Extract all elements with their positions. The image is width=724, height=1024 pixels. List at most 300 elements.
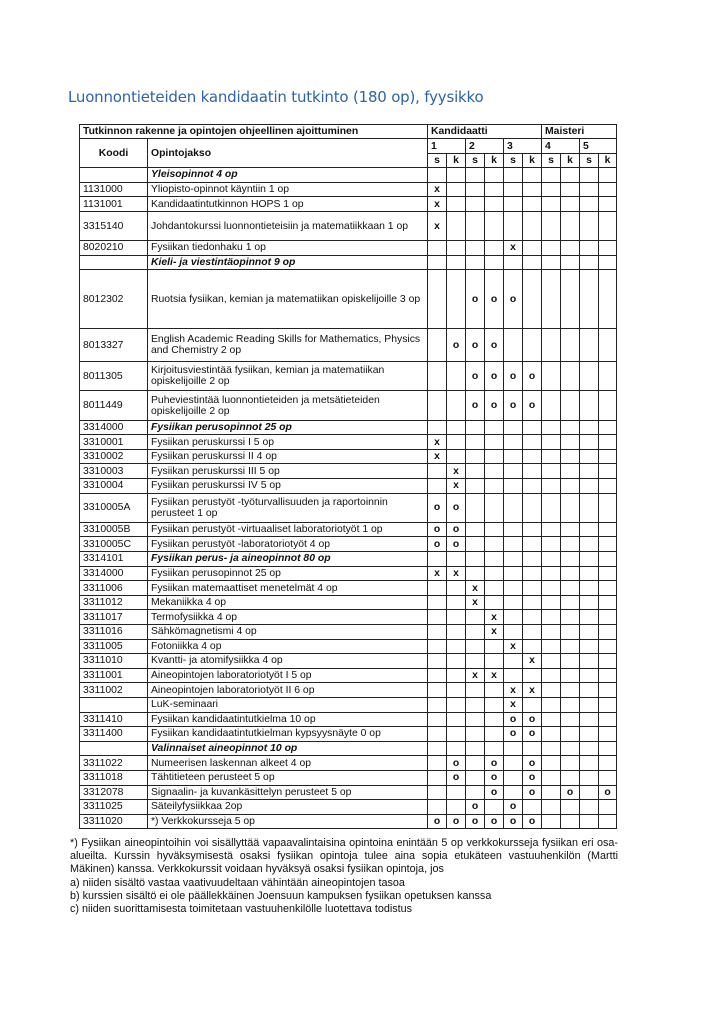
course-code: 3315140 — [80, 211, 148, 240]
term-mark — [447, 624, 466, 639]
term-mark — [523, 449, 542, 464]
section-title: Yleisopinnot 4 op — [148, 168, 428, 183]
term-mark: x — [428, 182, 447, 197]
term-mark — [523, 464, 542, 479]
term-mark — [561, 182, 580, 197]
term-mark — [561, 391, 580, 420]
term-mark — [485, 800, 504, 815]
term-mark — [428, 362, 447, 391]
term-mark — [428, 712, 447, 727]
term-mark — [580, 639, 599, 654]
term-mark — [561, 697, 580, 712]
course-name: English Academic Reading Skills for Mathematics, Physics and Chemistry 2 op — [148, 328, 428, 362]
term-mark — [466, 552, 485, 567]
term-mark — [485, 639, 504, 654]
year-3-header: 3 — [504, 139, 542, 153]
course-row — [80, 800, 617, 815]
term-mark — [599, 800, 617, 815]
term-mark — [599, 449, 617, 464]
term-mark — [542, 435, 561, 450]
term-mark — [485, 182, 504, 197]
course-name: Kirjoitusviestintää fysiikan, kemian ja matematiikan opiskelijoille 2 op — [148, 362, 428, 391]
term-mark — [485, 168, 504, 183]
course-row — [80, 654, 617, 669]
term-mark — [504, 654, 523, 669]
term-mark: o — [447, 814, 466, 829]
term-mark — [447, 727, 466, 742]
course-code: 3310003 — [80, 464, 148, 479]
course-name: Säteilyfysiikkaa 2op — [148, 800, 428, 815]
term-mark — [428, 595, 447, 610]
term-mark — [523, 566, 542, 581]
term-mark: x — [523, 683, 542, 698]
term-mark — [542, 182, 561, 197]
term-mark — [485, 697, 504, 712]
term-mark — [580, 654, 599, 669]
term-mark — [466, 255, 485, 270]
term-mark — [523, 270, 542, 328]
term-mark: x — [504, 683, 523, 698]
course-name: Numeerisen laskennan alkeet 4 op — [148, 756, 428, 771]
term-mark — [542, 654, 561, 669]
term-mark: o — [504, 814, 523, 829]
term-mark — [580, 624, 599, 639]
term-mark — [561, 770, 580, 785]
course-name: LuK-seminaari — [148, 697, 428, 712]
term-mark — [485, 595, 504, 610]
term-mark — [542, 727, 561, 742]
term-mark — [485, 449, 504, 464]
term-header: s — [542, 153, 561, 167]
term-mark — [580, 270, 599, 328]
term-mark — [428, 241, 447, 256]
term-mark — [599, 362, 617, 391]
course-name: Fysiikan perustyöt -laboratoriotyöt 4 op — [148, 537, 428, 552]
term-mark — [580, 255, 599, 270]
course-row — [80, 712, 617, 727]
term-mark — [580, 727, 599, 742]
term-mark — [523, 211, 542, 240]
term-mark — [428, 770, 447, 785]
term-mark — [599, 566, 617, 581]
course-row — [80, 683, 617, 698]
term-mark — [466, 712, 485, 727]
term-mark — [561, 328, 580, 362]
course-name: Fysiikan perusopinnot 25 op — [148, 566, 428, 581]
course-row — [80, 566, 617, 581]
term-mark: o — [523, 756, 542, 771]
term-mark — [485, 683, 504, 698]
term-mark — [542, 639, 561, 654]
course-code: 3311025 — [80, 800, 148, 815]
term-mark — [523, 197, 542, 212]
term-mark — [504, 552, 523, 567]
term-mark — [428, 581, 447, 596]
term-mark — [599, 182, 617, 197]
term-mark — [599, 654, 617, 669]
term-mark — [504, 493, 523, 522]
term-mark — [447, 420, 466, 435]
course-code: 3311400 — [80, 727, 148, 742]
course-row — [80, 493, 617, 522]
term-mark — [428, 328, 447, 362]
course-code: 3310005B — [80, 522, 148, 537]
term-mark — [542, 420, 561, 435]
term-mark — [447, 449, 466, 464]
term-mark — [523, 741, 542, 756]
course-code: 3310005A — [80, 493, 148, 522]
term-mark — [523, 624, 542, 639]
term-mark — [599, 756, 617, 771]
term-mark — [504, 566, 523, 581]
term-mark — [580, 785, 599, 800]
term-mark — [504, 770, 523, 785]
term-mark — [447, 800, 466, 815]
term-mark — [580, 464, 599, 479]
term-mark — [466, 785, 485, 800]
term-mark — [447, 270, 466, 328]
term-mark — [428, 255, 447, 270]
section-title: Valinnaiset aineopinnot 10 op — [148, 741, 428, 756]
term-mark — [466, 770, 485, 785]
term-mark: o — [485, 270, 504, 328]
term-mark — [580, 493, 599, 522]
course-name: Aineopintojen laboratoriotyöt I 5 op — [148, 668, 428, 683]
course-name: Fysiikan peruskurssi IV 5 op — [148, 479, 428, 494]
term-mark — [580, 552, 599, 567]
term-mark — [599, 712, 617, 727]
course-code: 3311017 — [80, 610, 148, 625]
term-mark — [561, 449, 580, 464]
term-mark: x — [523, 654, 542, 669]
term-mark — [504, 537, 523, 552]
course-row — [80, 362, 617, 391]
term-mark: o — [485, 770, 504, 785]
term-mark — [599, 595, 617, 610]
term-mark: o — [485, 362, 504, 391]
term-mark — [504, 785, 523, 800]
term-mark — [466, 182, 485, 197]
term-mark — [580, 241, 599, 256]
course-name: Fysiikan peruskurssi III 5 op — [148, 464, 428, 479]
term-mark — [428, 800, 447, 815]
term-mark — [523, 328, 542, 362]
term-header: k — [599, 153, 617, 167]
course-code: 3311010 — [80, 654, 148, 669]
course-row — [80, 328, 617, 362]
course-row — [80, 435, 617, 450]
section-row — [80, 168, 617, 183]
course-code: 3310001 — [80, 435, 148, 450]
term-mark — [599, 683, 617, 698]
course-row — [80, 241, 617, 256]
term-mark — [580, 168, 599, 183]
term-mark — [542, 328, 561, 362]
course-row — [80, 479, 617, 494]
term-mark — [561, 814, 580, 829]
term-mark — [580, 522, 599, 537]
course-row — [80, 756, 617, 771]
term-mark — [504, 624, 523, 639]
term-mark — [561, 464, 580, 479]
course-name: Fysiikan perustyöt -työturvallisuuden ja raportoinnin perusteet 1 op — [148, 493, 428, 522]
term-mark: o — [447, 756, 466, 771]
course-code: 8020210 — [80, 241, 148, 256]
term-mark — [485, 493, 504, 522]
term-header: k — [523, 153, 542, 167]
course-name: Fysiikan tiedonhaku 1 op — [148, 241, 428, 256]
term-mark — [485, 552, 504, 567]
term-mark — [466, 479, 485, 494]
course-code: 3310004 — [80, 479, 148, 494]
course-row — [80, 449, 617, 464]
course-name: Kvantti- ja atomifysiikka 4 op — [148, 654, 428, 669]
term-mark — [542, 741, 561, 756]
term-mark: o — [504, 712, 523, 727]
term-mark — [542, 800, 561, 815]
term-mark — [542, 697, 561, 712]
term-mark — [447, 197, 466, 212]
footnote-b: b) kurssien sisältö ei ole päällekkäinen Joensuun kampuksen fysiikan opetuksen kanssa — [70, 889, 492, 902]
term-mark: o — [428, 537, 447, 552]
term-mark — [466, 566, 485, 581]
term-mark: x — [466, 595, 485, 610]
term-mark — [466, 537, 485, 552]
course-code: 3311006 — [80, 581, 148, 596]
term-mark — [485, 197, 504, 212]
course-name: Sähkömagnetismi 4 op — [148, 624, 428, 639]
term-mark — [447, 610, 466, 625]
term-mark — [599, 537, 617, 552]
section-row — [80, 255, 617, 270]
term-mark — [561, 211, 580, 240]
footnote-c: c) niiden suorittamisesta toimitetaan vastuuhenkilölle luotettava todistus — [70, 903, 413, 916]
term-mark: o — [466, 270, 485, 328]
term-mark — [599, 479, 617, 494]
course-code — [80, 168, 148, 183]
term-mark: o — [447, 328, 466, 362]
term-mark — [599, 168, 617, 183]
term-mark — [447, 182, 466, 197]
opintojakso-header: Opintojakso — [148, 139, 428, 168]
term-mark — [542, 537, 561, 552]
term-mark — [428, 785, 447, 800]
term-mark — [523, 639, 542, 654]
course-code: 1131001 — [80, 197, 148, 212]
term-mark — [523, 479, 542, 494]
term-header: s — [428, 153, 447, 167]
term-mark — [428, 552, 447, 567]
term-mark — [428, 464, 447, 479]
section-title: Kieli- ja viestintäopinnot 9 op — [148, 255, 428, 270]
term-mark — [447, 435, 466, 450]
term-header: s — [580, 153, 599, 167]
term-mark: x — [504, 241, 523, 256]
course-name: Signaalin- ja kuvankäsittelyn perusteet 5 op — [148, 785, 428, 800]
term-mark — [485, 741, 504, 756]
term-mark — [580, 800, 599, 815]
term-mark — [542, 814, 561, 829]
year-1-header: 1 — [428, 139, 466, 153]
term-mark — [599, 464, 617, 479]
term-mark — [580, 741, 599, 756]
term-mark — [561, 435, 580, 450]
term-mark — [561, 255, 580, 270]
term-mark — [466, 493, 485, 522]
course-row — [80, 211, 617, 240]
term-mark — [542, 255, 561, 270]
term-mark — [428, 697, 447, 712]
term-mark — [428, 168, 447, 183]
course-code: 3311410 — [80, 712, 148, 727]
course-row — [80, 420, 617, 435]
term-mark — [542, 668, 561, 683]
term-mark — [561, 727, 580, 742]
term-mark: o — [485, 756, 504, 771]
term-mark — [561, 756, 580, 771]
term-mark — [428, 683, 447, 698]
term-mark — [485, 464, 504, 479]
term-mark: x — [504, 697, 523, 712]
term-mark — [580, 537, 599, 552]
course-code: 3311005 — [80, 639, 148, 654]
course-row — [80, 464, 617, 479]
course-code: 3311022 — [80, 756, 148, 771]
term-mark — [599, 668, 617, 683]
term-mark — [428, 479, 447, 494]
term-mark — [504, 328, 523, 362]
term-mark — [447, 668, 466, 683]
course-row — [80, 610, 617, 625]
term-mark — [447, 697, 466, 712]
term-mark — [542, 197, 561, 212]
term-mark — [504, 479, 523, 494]
term-mark: x — [485, 668, 504, 683]
term-mark — [504, 668, 523, 683]
term-mark: o — [504, 800, 523, 815]
term-mark: o — [485, 785, 504, 800]
term-mark — [447, 362, 466, 391]
term-mark: o — [599, 785, 617, 800]
year-4-header: 4 — [542, 139, 580, 153]
term-mark: o — [504, 270, 523, 328]
term-mark: o — [523, 712, 542, 727]
term-mark — [428, 756, 447, 771]
term-mark — [466, 420, 485, 435]
term-mark — [542, 479, 561, 494]
koodi-header: Koodi — [80, 139, 148, 168]
term-mark — [504, 435, 523, 450]
term-mark — [447, 255, 466, 270]
course-name: Kandidaatintutkinnon HOPS 1 op — [148, 197, 428, 212]
course-code: 3311018 — [80, 770, 148, 785]
term-mark — [580, 668, 599, 683]
term-mark — [485, 654, 504, 669]
term-mark — [485, 522, 504, 537]
term-mark — [504, 522, 523, 537]
term-mark — [561, 479, 580, 494]
header-row-2 — [80, 139, 617, 153]
term-mark: o — [428, 522, 447, 537]
term-mark: x — [504, 639, 523, 654]
term-mark — [561, 566, 580, 581]
term-mark — [542, 362, 561, 391]
term-mark: x — [447, 464, 466, 479]
term-mark: o — [523, 391, 542, 420]
term-mark — [599, 328, 617, 362]
term-mark — [504, 595, 523, 610]
term-mark — [523, 537, 542, 552]
term-mark — [561, 800, 580, 815]
term-mark — [561, 537, 580, 552]
term-mark — [542, 683, 561, 698]
term-mark — [580, 420, 599, 435]
term-mark — [580, 391, 599, 420]
term-mark — [561, 420, 580, 435]
course-row — [80, 197, 617, 212]
term-mark — [485, 581, 504, 596]
term-mark — [561, 270, 580, 328]
term-mark — [599, 197, 617, 212]
course-code: 3314000 — [80, 420, 148, 435]
term-mark — [599, 211, 617, 240]
term-mark — [523, 420, 542, 435]
term-header: s — [504, 153, 523, 167]
term-mark: o — [447, 522, 466, 537]
term-mark — [561, 168, 580, 183]
curriculum-table — [79, 124, 617, 829]
term-mark: x — [447, 479, 466, 494]
term-mark — [542, 493, 561, 522]
term-mark: x — [466, 581, 485, 596]
term-mark — [580, 581, 599, 596]
term-mark — [523, 552, 542, 567]
term-mark — [447, 391, 466, 420]
page-title: Luonnontieteiden kandidaatin tutkinto (180 op), fyysikko — [68, 88, 484, 106]
term-mark — [561, 610, 580, 625]
term-mark — [428, 270, 447, 328]
term-mark — [561, 522, 580, 537]
term-mark — [428, 420, 447, 435]
term-mark — [504, 182, 523, 197]
course-row — [80, 522, 617, 537]
footnote-a: a) niiden sisältö vastaa vaativuudeltaan vähintään aineopintojen tasoa — [70, 876, 405, 889]
term-mark — [447, 785, 466, 800]
course-code — [80, 741, 148, 756]
term-mark — [428, 741, 447, 756]
term-mark — [523, 595, 542, 610]
course-row — [80, 668, 617, 683]
term-mark — [485, 479, 504, 494]
term-mark: o — [447, 493, 466, 522]
term-mark — [561, 668, 580, 683]
course-row — [80, 595, 617, 610]
course-code: 8011305 — [80, 362, 148, 391]
term-mark — [428, 668, 447, 683]
term-mark — [466, 639, 485, 654]
course-code — [80, 255, 148, 270]
term-mark — [485, 727, 504, 742]
term-mark: o — [504, 362, 523, 391]
course-code: 3311016 — [80, 624, 148, 639]
term-mark — [485, 435, 504, 450]
term-mark — [485, 241, 504, 256]
term-mark: o — [466, 391, 485, 420]
term-mark — [485, 255, 504, 270]
term-mark — [561, 493, 580, 522]
course-row — [80, 785, 617, 800]
course-name: Fysiikan perus- ja aineopinnot 80 op — [148, 552, 428, 567]
